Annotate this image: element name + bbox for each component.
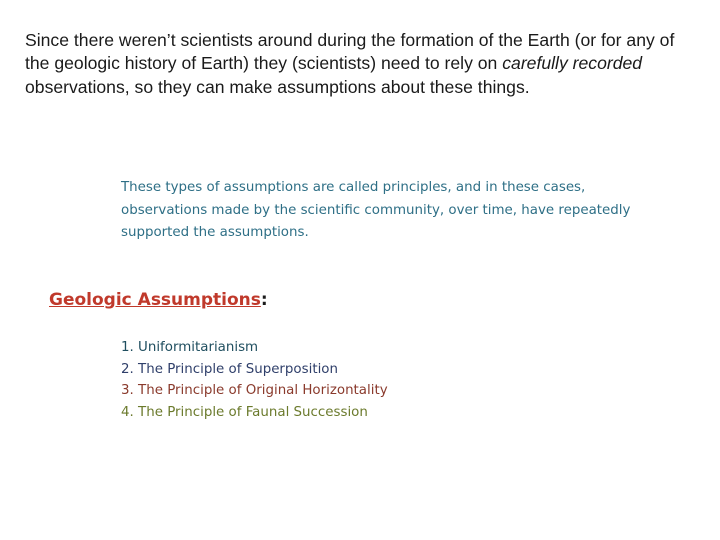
intro-text-start: Since there weren’t scientists around during the formation of the Earth (or for any of the geologic history of Earth) they (scientists) need to rely on [25, 30, 675, 74]
list-item-original-horizontality: 3. The Principle of Original Horizontality [121, 383, 388, 399]
heading-colon: : [260, 290, 268, 310]
list-item-faunal-succession: 4. The Principle of Faunal Succession [121, 405, 368, 421]
principles-list [121, 337, 388, 424]
geologic-assumptions-link[interactable]: Geologic Assumptions [49, 290, 261, 310]
section-heading [49, 287, 268, 313]
intro-text-end: observations, so they can make assumptions about these things. [25, 76, 530, 97]
intro-paragraph [25, 29, 695, 99]
list-item-uniformitarianism: 1. Uniformitarianism [121, 340, 259, 355]
principles-note: These types of assumptions are called principles, and in these cases, observations made by the scientific community, over time, have repeatedly supported the assumptions. [121, 180, 631, 241]
list-item-superposition: 2. The Principle of Superposition [121, 361, 338, 377]
intro-emphasis: carefully recorded [502, 53, 643, 74]
